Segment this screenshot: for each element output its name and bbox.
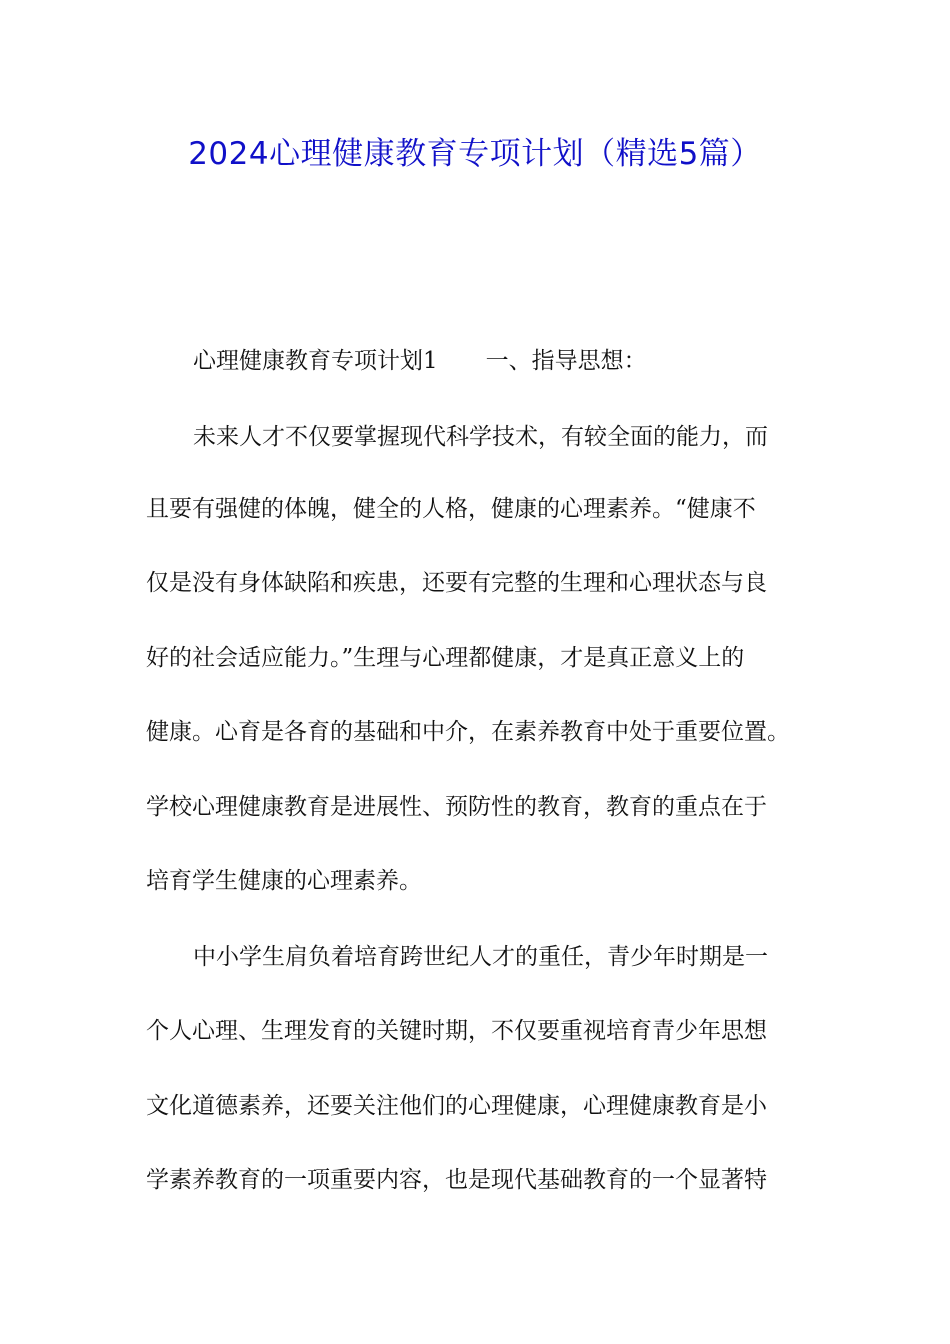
paragraph-line: 学校心理健康教育是进展性、预防性的教育，教育的重点在于 (146, 794, 767, 820)
paragraph-line: 个人心理、生理发育的关键时期，不仅要重视培育青少年思想 (146, 1018, 767, 1044)
section-heading-subtitle: 一、指导思想： (485, 348, 647, 374)
section-heading-number: 心理健康教育专项计划1 (193, 348, 438, 374)
paragraph-line: 好的社会适应能力。”生理与心理都健康，才是真正意义上的 (146, 645, 745, 671)
paragraph-line: 仅是没有身体缺陷和疾患，还要有完整的生理和心理状态与良 (146, 570, 767, 596)
section-heading (193, 346, 893, 376)
paragraph-line: 培育学生健康的心理素养。 (146, 868, 422, 894)
document-title: 2024心理健康教育专项计划（精选5篇） (188, 136, 762, 172)
paragraph-line: 学素养教育的一项重要内容，也是现代基础教育的一个显著特 (146, 1167, 767, 1193)
paragraph-line: 未来人才不仅要掌握现代科学技术，有较全面的能力，而 (193, 424, 768, 450)
paragraph-line: 中小学生肩负着培育跨世纪人才的重任，青少年时期是一 (193, 944, 768, 970)
paragraph-line: 文化道德素养，还要关注他们的心理健康，心理健康教育是小 (146, 1093, 767, 1119)
paragraph-line: 健康。心育是各育的基础和中介，在素养教育中处于重要位置。 (146, 719, 790, 745)
paragraph-line: 且要有强健的体魄，健全的人格，健康的心理素养。“健康不 (146, 496, 756, 522)
